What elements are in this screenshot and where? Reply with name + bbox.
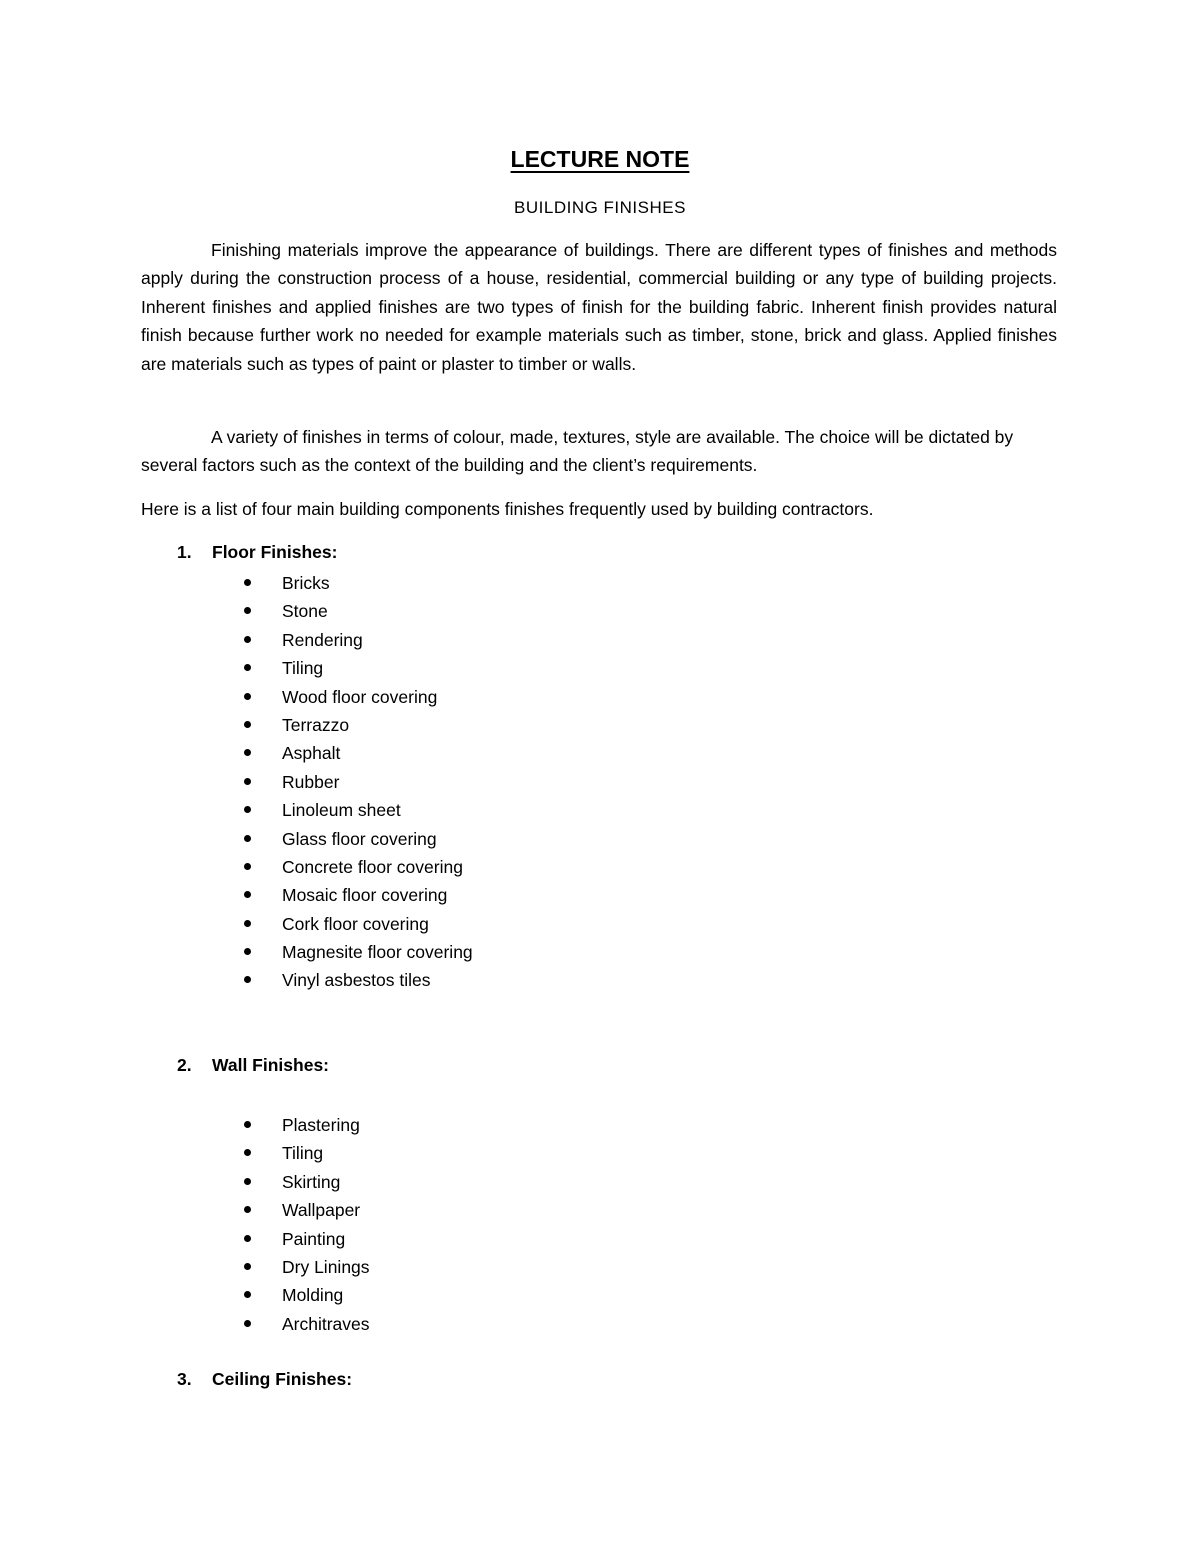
list-item	[244, 938, 473, 966]
section-number: 2.	[177, 1055, 192, 1075]
bullet-icon	[244, 1178, 251, 1185]
list-item	[244, 1139, 370, 1167]
bullet-icon	[244, 835, 251, 842]
list-item	[244, 853, 473, 881]
variety-paragraph: A variety of finishes in terms of colour, made, textures, style are available. The choice will be dictated by several factors such as the context of the building and the client’s requirements.	[141, 427, 1014, 476]
list-item	[244, 711, 473, 739]
list-item	[244, 1196, 370, 1224]
list-item	[244, 881, 473, 909]
list-item-label: Tiling	[282, 658, 324, 679]
bullet-icon	[244, 1149, 251, 1156]
document-title: LECTURE NOTE	[510, 146, 690, 172]
list-intro-paragraph: Here is a list of four main building components finishes frequently used by building contractors.	[141, 499, 874, 519]
section-heading-label: Ceiling Finishes:	[212, 1369, 353, 1389]
list-item-label: Mosaic floor covering	[282, 885, 448, 906]
section-heading-label: Wall Finishes:	[212, 1055, 330, 1075]
bullet-icon	[244, 920, 251, 927]
list-item-label: Tiling	[282, 1143, 324, 1164]
bullet-icon	[244, 1291, 251, 1298]
list-item-label: Rendering	[282, 629, 363, 650]
list-item	[244, 597, 473, 625]
list-item-label: Skirting	[282, 1171, 341, 1192]
bullet-icon	[244, 806, 251, 813]
bullet-icon	[244, 1206, 251, 1213]
bullet-icon	[244, 579, 251, 586]
list-item	[244, 1168, 370, 1196]
list-item	[244, 1281, 370, 1309]
bullet-icon	[244, 976, 251, 983]
bullet-icon	[244, 607, 251, 614]
list-item	[244, 739, 473, 767]
section-heading-label: Floor Finishes:	[212, 542, 338, 562]
bullet-icon	[244, 1320, 251, 1327]
list-item	[244, 626, 473, 654]
list-item-label: Cork floor covering	[282, 913, 429, 934]
list-item-label: Linoleum sheet	[282, 800, 401, 821]
list-item-label: Wood floor covering	[282, 686, 438, 707]
list-item	[244, 654, 473, 682]
bullet-icon	[244, 948, 251, 955]
section-number: 3.	[177, 1369, 192, 1389]
list-item-label: Magnesite floor covering	[282, 942, 473, 963]
list-item	[244, 825, 473, 853]
bullet-icon	[244, 778, 251, 785]
bullet-icon	[244, 863, 251, 870]
list-item	[244, 796, 473, 824]
list-item-label: Glass floor covering	[282, 828, 437, 849]
list-item-label: Rubber	[282, 771, 340, 792]
list-item	[244, 966, 473, 994]
list-item	[244, 1253, 370, 1281]
list-item-label: Stone	[282, 601, 328, 622]
document-subtitle: BUILDING FINISHES	[514, 198, 686, 217]
bullet-icon	[244, 664, 251, 671]
section-heading-floor	[177, 542, 337, 563]
section-heading-ceiling	[177, 1369, 352, 1390]
list-item	[244, 768, 473, 796]
bullet-icon	[244, 1235, 251, 1242]
list-item-label: Dry Linings	[282, 1256, 370, 1277]
bullet-icon	[244, 1263, 251, 1270]
intro-paragraph: Finishing materials improve the appearance of buildings. There are different types of finishes and methods apply during the construction process of a house, residential, commercial building or any type of building projects. Inherent finishes and applied finishes are two types of finish for the building fabric. Inherent finish provides natural finish because further work no needed for example materials such as timber, stone, brick and glass. Applied finishes are materials such as types of paint or plaster to timber or walls.	[141, 240, 1057, 374]
bullet-icon	[244, 1121, 251, 1128]
bullet-icon	[244, 891, 251, 898]
list-item	[244, 910, 473, 938]
list-item-label: Wallpaper	[282, 1200, 361, 1221]
list-item-label: Architraves	[282, 1313, 370, 1334]
list-item-label: Vinyl asbestos tiles	[282, 970, 431, 991]
section-number: 1.	[177, 542, 192, 562]
list-item	[244, 683, 473, 711]
bullet-icon	[244, 721, 251, 728]
list-item	[244, 569, 473, 597]
list-item-label: Bricks	[282, 573, 330, 593]
list-item-label: Concrete floor covering	[282, 856, 463, 877]
list-item	[244, 1225, 370, 1253]
list-item	[244, 1310, 370, 1338]
list-item-label: Molding	[282, 1285, 344, 1306]
bullet-icon	[244, 749, 251, 756]
list-item-label: Painting	[282, 1228, 346, 1249]
list-item-label: Plastering	[282, 1115, 360, 1135]
bullet-icon	[244, 693, 251, 700]
section-heading-wall	[177, 1055, 329, 1076]
floor-finishes-list	[244, 569, 473, 995]
bullet-icon	[244, 636, 251, 643]
list-item-label: Terrazzo	[282, 714, 350, 735]
list-item	[244, 1111, 370, 1139]
wall-finishes-list	[244, 1111, 370, 1338]
list-item-label: Asphalt	[282, 743, 341, 764]
